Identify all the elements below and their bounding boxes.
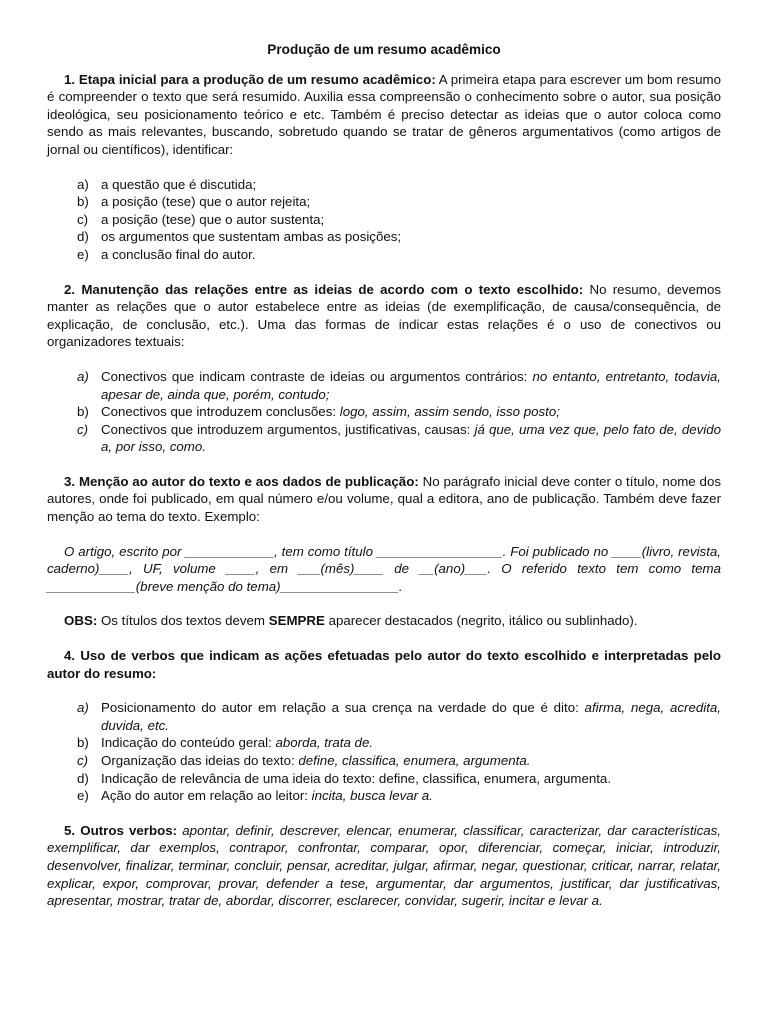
list-item-text: Indicação do conteúdo geral: <box>101 735 276 751</box>
document-title: Produção de um resumo acadêmico <box>267 42 501 57</box>
section-5-paragraph <box>47 822 721 910</box>
section-3-paragraph <box>47 473 721 526</box>
list-item-text: a questão que é discutida; <box>101 176 257 192</box>
list-marker: a) <box>77 176 89 192</box>
list-item-text: Conectivos que introduzem conclusões: <box>101 404 340 420</box>
list-item-text: Posicionamento do autor em relação a sua crença na verdade do que é dito: <box>101 700 585 716</box>
list-item <box>47 770 721 788</box>
list-marker: d) <box>77 229 89 245</box>
section-5-verbs: apontar, definir, descrever, elencar, enumerar, classificar, caracterizar, dar características, exemplificar, dar exemplos, contrapor, confrontar, comparar, opor, diferenciar, começar, iniciar, introduzir, desenvolver, finalizar, terminar, concluir, pensar, acreditar, julgar, afirmar, negar, questionar, criticar, narrar, relatar, explicar, expor, comprovar, provar, defender a tese, argumentar, dar argumentos, justificar, dar justificativas, apresentar, mostrar, tratar de, abordar, discorrer, esclarecer, convidar, sugerir, incitar e levar a. <box>47 822 721 909</box>
list-item <box>47 787 721 805</box>
citation-example: O artigo, escrito por ____________, tem como título _________________. Foi publicado no ____(livro, revista, caderno)____, UF, volume ____, em ___(mês)____ de __(ano)___. O referido texto tem como tema ____________(breve menção do tema)________________. <box>47 543 721 594</box>
section-2-text: No resumo, devemos manter as relações que o autor estabelece entre as ideias (de exemplificação, de causa/consequência, de explicação, de conclusão, etc.). Uma das formas de indicar estas relações é o uso de conectivos ou organizadores textuais: <box>47 281 721 350</box>
section-5-heading: 5. Outros verbos: <box>64 822 178 838</box>
list-marker: b) <box>77 194 89 210</box>
list-item <box>47 176 721 194</box>
section-4-paragraph <box>47 647 721 682</box>
section-3-heading: 3. Menção ao autor do texto e aos dados de publicação: <box>64 473 419 489</box>
document-page <box>47 41 721 910</box>
list-marker: b) <box>77 404 89 420</box>
list-item <box>47 211 721 229</box>
list-marker: b) <box>77 735 89 751</box>
obs-text-end: aparecer destacados (negrito, itálico ou sublinhado). <box>324 613 638 629</box>
section-1-heading: 1. Etapa inicial para a produção de um resumo acadêmico: <box>64 71 436 87</box>
list-item-text: a posição (tese) que o autor rejeita; <box>101 194 311 210</box>
list-item-examples: no entanto, entretanto, todavia, apesar de, ainda que, porém, contudo; <box>101 368 721 402</box>
list-item <box>47 752 721 770</box>
list-item <box>47 421 721 456</box>
list-item <box>47 228 721 246</box>
list-marker: d) <box>77 770 89 786</box>
list-item-examples: já que, uma vez que, pelo fato de, devido a, por isso, como. <box>101 421 722 455</box>
list-item <box>47 368 721 403</box>
section-4-heading: 4. Uso de verbos que indicam as ações efetuadas pelo autor do texto escolhido e interpretadas pelo autor do resumo: <box>47 648 721 681</box>
list-item <box>47 403 721 421</box>
list-marker: a) <box>77 368 89 384</box>
list-item-text: Ação do autor em relação ao leitor: <box>101 788 312 804</box>
obs-text: Os títulos dos textos devem <box>97 613 269 629</box>
list-marker: c) <box>77 211 89 227</box>
list-item <box>47 734 721 752</box>
list-marker: a) <box>77 700 89 716</box>
list-item <box>47 193 721 211</box>
section-1-text: A primeira etapa para escrever um bom resumo é compreender o texto que será resumido. Auxilia essa compreensão o conhecimento sobre o autor, sua posição ideológica, seu posicionamento teórico e etc. Também é preciso detectar as ideias que o autor coloca como sendo as mais relevantes, buscando, sobretudo quando se tratar de gêneros argumentativos (como artigos de jornal ou científicos), identificar: <box>47 71 721 157</box>
section-2-list <box>47 368 721 456</box>
list-item-examples: afirma, nega, acredita, duvida, etc. <box>101 700 721 733</box>
list-item-text: Indicação de relevância de uma ideia do texto: define, classifica, enumera, argumenta. <box>101 770 612 786</box>
list-item-text: a posição (tese) que o autor sustenta; <box>101 211 325 227</box>
list-item-examples: aborda, trata de. <box>275 735 374 751</box>
section-3-text: No parágrafo inicial deve conter o título, nome dos autores, onde foi publicado, em qual número e/ou volume, qual a editora, ano de publicação. Também deve fazer menção ao tema do texto. Exemplo: <box>47 473 721 525</box>
section-2-heading: 2. Manutenção das relações entre as ideias de acordo com o texto escolhido: <box>64 281 584 297</box>
list-marker: c) <box>77 421 89 437</box>
list-item <box>47 699 721 734</box>
list-item-text: os argumentos que sustentam ambas as posições; <box>101 229 402 245</box>
section-4-list <box>47 699 721 805</box>
list-item-text: Conectivos que indicam contraste de ideias ou argumentos contrários: <box>101 368 533 384</box>
list-item-examples: incita, busca levar a. <box>311 788 433 804</box>
obs-label: OBS: <box>64 613 98 629</box>
section-1-paragraph <box>47 71 721 159</box>
list-item-text: a conclusão final do autor. <box>101 246 256 262</box>
list-marker: e) <box>77 246 89 262</box>
list-marker: e) <box>77 788 89 804</box>
obs-emphasis: SEMPRE <box>268 613 325 629</box>
obs-note <box>47 612 721 630</box>
list-item-examples: define, classifica, enumera, argumenta. <box>298 753 531 768</box>
list-item <box>47 246 721 264</box>
list-item-text: Organização das ideias do texto: <box>101 753 299 768</box>
section-2-paragraph <box>47 281 721 351</box>
section-1-list <box>47 176 721 264</box>
list-item-text: Conectivos que introduzem argumentos, justificativas, causas: <box>101 421 475 437</box>
list-item-examples: logo, assim, assim sendo, isso posto; <box>339 404 560 420</box>
list-marker: c) <box>77 753 89 768</box>
